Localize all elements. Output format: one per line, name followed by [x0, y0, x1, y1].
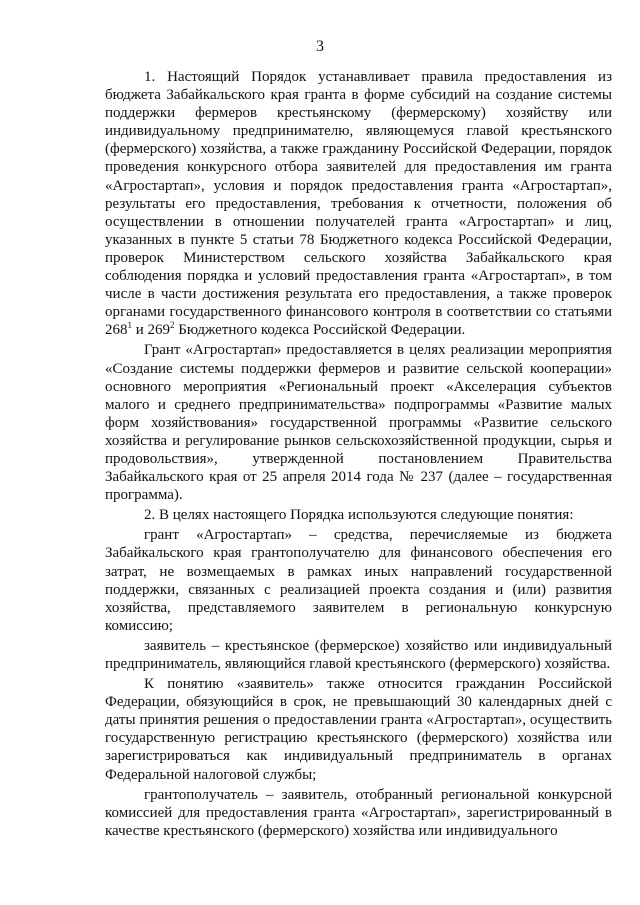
paragraph-3: 2. В целях настоящего Порядка используются следующие понятия:: [144, 507, 574, 524]
paragraph-7: грантополучатель – заявитель, отобранный региональной конкурсной комиссией для предоставления гранта «Агростартап», зарегистрированный в качестве крестьянского (фермерского) хозяйства или индивидуального: [105, 786, 612, 839]
document-body: [105, 68, 612, 840]
paragraph-2: Грант «Агростартап» предоставляется в целях реализации мероприятия «Создание системы поддержки фермеров и развитие сельской кооперации» основного мероприятия «Региональный проект «Акселерация субъектов малого и среднего предпринимательства» подпрограммы «Развитие малых форм хозяйствования» государственной программы «Развитие сельского хозяйства и регулирование рынков сельскохозяйственной продукции, сырья и продовольствия», утвержденной постановлением Правительства Забайкальского края от 25 апреля 2014 года № 237 (далее – государственная программа).: [105, 342, 612, 504]
page-number: 3: [316, 38, 324, 55]
paragraph-1: [105, 68, 612, 339]
superscript-2: 2: [170, 320, 175, 331]
paragraph-6: К понятию «заявитель» также относится гражданин Российской Федерации, обязующийся в срок, не превышающий 30 календарных дней с даты принятия решения о предоставлении гранта «Агростартап», осуществить государственную регистрацию крестьянского (фермерского) хозяйства или зарегистрироваться как индивидуальный предприниматель в органах Федеральной налоговой службы;: [105, 676, 612, 783]
superscript-1: 1: [127, 320, 132, 331]
paragraph-4: грант «Агростартап» – средства, перечисляемые из бюджета Забайкальского края грантополучателю для финансового обеспечения его затрат, не возмещаемых в рамках иных направлений государственной поддержки, связанных с реализацией проекта создания и (или) развития хозяйства, представляемого заявителем в региональную конкурсную комиссию;: [105, 527, 612, 634]
paragraph-1-mid: и 269: [132, 322, 171, 339]
paragraph-5: заявитель – крестьянское (фермерское) хозяйство или индивидуальный предприниматель, являющийся главой крестьянского (фермерского) хозяйства.: [105, 637, 612, 672]
paragraph-1-text: 1. Настоящий Порядок устанавливает правила предоставления из бюджета Забайкальского края гранта в форме субсидий на создание системы поддержки фермеров крестьянскому (фермерскому) хозяйству или индивидуальному предпринимателю, являющемуся главой крестьянского (фермерского) хозяйства, а также гражданину Российской Федерации, порядок проведения конкурсного отбора заявителей для предоставления им гранта «Агростартап», условия и порядок предоставления гранта «Агростартап», результаты его предоставления, требования к отчетности, положения об осуществлении в отношении получателей гранта «Агростартап» и лиц, указанных в пункте 5 статьи 78 Бюджетного кодекса Российской Федерации, проверок Министерством сельского хозяйства Забайкальского края соблюдения порядка и условий предоставления гранта «Агростартап», в том числе в части достижения результата его предоставления, а также проверок органами государственного финансового контроля в соответствии со статьями 268: [105, 69, 612, 339]
paragraph-1-end: Бюджетного кодекса Российской Федерации.: [174, 322, 466, 339]
